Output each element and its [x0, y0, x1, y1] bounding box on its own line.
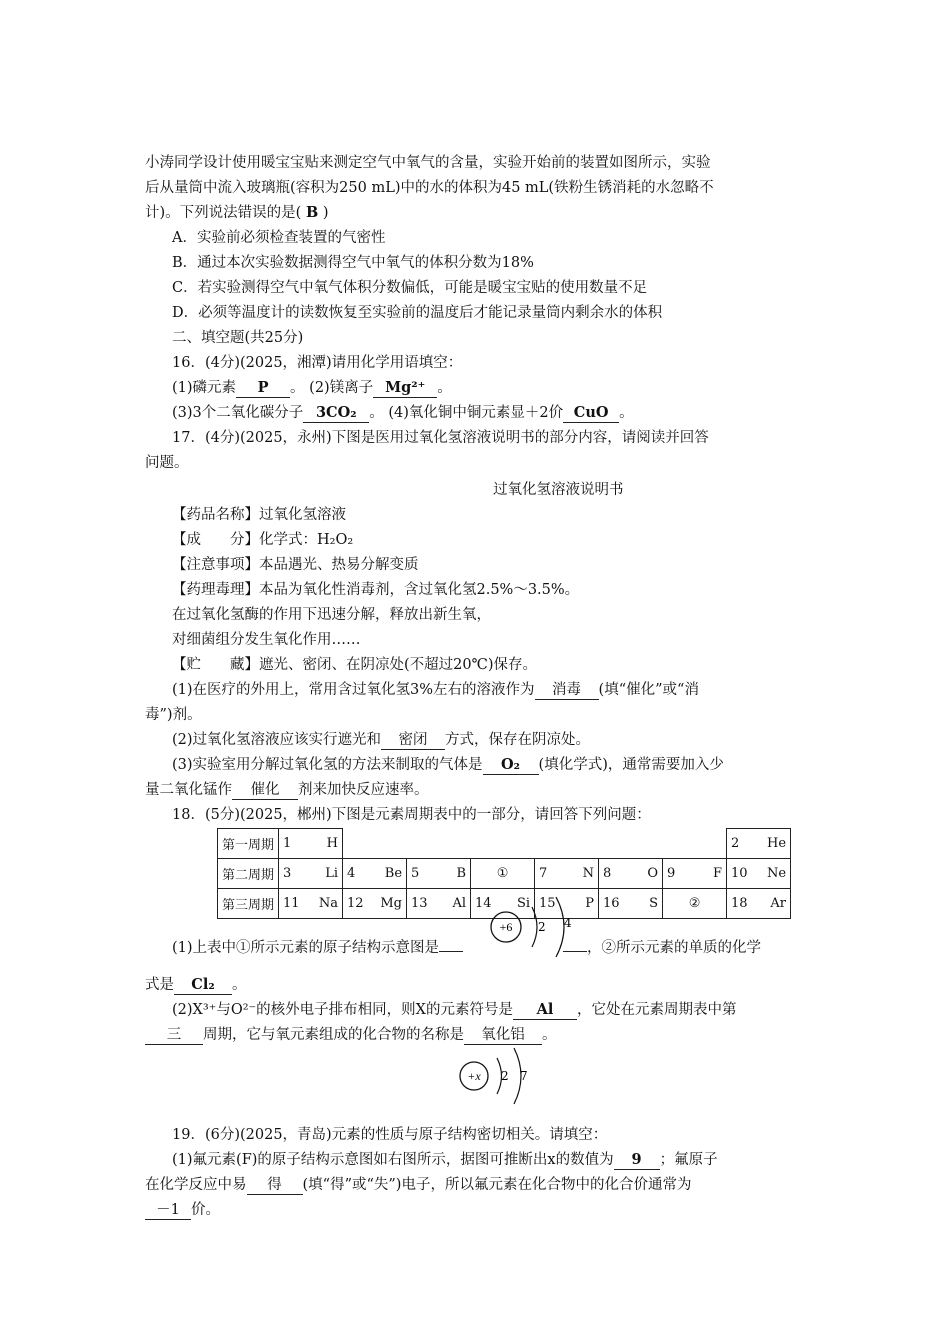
intro-line-2: 后从量筒中流入玻璃瓶(容积为250 mL)中的水的体积为45 mL(铁粉生锈消耗的水忽略不 — [145, 180, 714, 196]
element-cell — [663, 859, 727, 889]
q18-sub-2: (2)X³⁺与O²⁻的核外电子排布相同，则X的元素符号是 Al ，它处在元素周期表中第 — [172, 1001, 737, 1018]
q17-stem-2: 问题。 — [145, 455, 189, 471]
leaflet-info-6: 对细菌组分发生氧化作用…… — [172, 632, 361, 648]
atom1-shell-2: 4 — [564, 916, 572, 930]
period-label: 第二周期 — [218, 859, 279, 889]
element-symbol: P — [585, 896, 595, 911]
atom2-shell-2: 7 — [520, 1069, 528, 1083]
atom1-nucleus: +6 — [499, 920, 513, 934]
q17-stem-1: 17．(4分)(2025，永州)下图是医用过氧化氢溶液说明书的部分内容，请阅读并回答 — [172, 430, 709, 446]
element-cell — [599, 859, 663, 889]
element-cell — [599, 889, 663, 919]
element-cell — [343, 889, 407, 919]
option-c: C．若实验测得空气中氧气体积分数偏低，可能是暖宝宝贴的使用数量不足 — [172, 280, 648, 296]
atomic-number: 1 — [283, 836, 292, 851]
atomic-number: 12 — [347, 896, 364, 911]
element-cell — [471, 829, 535, 859]
element-symbol: H — [326, 836, 339, 851]
atomic-number: 13 — [411, 896, 428, 911]
element-cell — [279, 829, 343, 859]
q16-stem: 16．(4分)(2025，湘潭)请用化学用语填空： — [172, 355, 463, 371]
q17-sub-1: (1)在医疗的外用上，常用含过氧化氢3%左右的溶液作为 消毒 (填“催化”或“消 — [172, 682, 699, 698]
atomic-number: ① — [496, 866, 509, 881]
q17-sub-2: (2)过氧化氢溶液应该实行遮光和 密闭 方式，保存在阴凉处。 — [172, 732, 591, 748]
element-symbol: Ne — [766, 866, 787, 881]
intro-line-1: 小涛同学设计使用暖宝宝贴来测定空气中氧气的含量，实验开始前的装置如图所示，实验 — [145, 155, 711, 171]
element-cell — [727, 829, 791, 859]
atomic-number: 16 — [603, 896, 620, 911]
atom2-shell-1: 2 — [501, 1069, 509, 1083]
periodic-row — [218, 859, 791, 889]
atom2-nucleus: +x — [467, 1069, 481, 1083]
element-cell — [727, 889, 791, 919]
q17-sub-3-cont: 量二氧化锰作 催化 剂来加快反应速率。 — [145, 782, 429, 798]
section-title: 二、填空题(共25分) — [172, 330, 304, 346]
q19-sub-1-cont: 在化学反应中易 得 (填“得”或“失”)电子，所以氟元素在化合物中的化合价通常为 — [145, 1177, 692, 1193]
atomic-number: 18 — [731, 896, 748, 911]
atomic-number: 10 — [731, 866, 748, 881]
fluorine-atom-diagram — [452, 1043, 542, 1109]
leaflet-title: 过氧化氢溶液说明书 — [493, 482, 624, 498]
leaflet-info-3: 【注意事项】本品遇光、热易分解变质 — [172, 557, 419, 573]
element-symbol: N — [582, 866, 595, 881]
element-cell — [279, 889, 343, 919]
element-symbol: O — [647, 866, 659, 881]
periodic-row — [218, 829, 791, 859]
element-cell — [663, 829, 727, 859]
q18-sub-1: (1)上表中①所示元素的原子结构示意图是 ，②所示元素的单质的化学 — [172, 940, 762, 956]
option-a: A．实验前必须检查装置的气密性 — [172, 230, 386, 246]
atomic-number: 11 — [283, 896, 300, 911]
period-label: 第三周期 — [218, 889, 279, 919]
atomic-number: 3 — [283, 866, 292, 881]
element-cell — [407, 859, 471, 889]
element-symbol: Li — [325, 866, 339, 881]
leaflet-info-1: 【药品名称】过氧化氢溶液 — [172, 507, 346, 523]
atomic-number: 4 — [347, 866, 356, 881]
q18-sub-1-cont: 式是 Cl₂ 。 — [145, 976, 247, 993]
element-cell — [535, 829, 599, 859]
element-symbol: Mg — [380, 896, 403, 911]
element-cell — [407, 829, 471, 859]
q19-sub-1-end: －1 价。 — [145, 1200, 220, 1220]
atomic-number: 8 — [603, 866, 612, 881]
element-symbol: Al — [452, 896, 467, 911]
option-d: D．必须等温度计的读数恢复至实验前的温度后才能记录量筒内剩余水的体积 — [172, 305, 663, 321]
element-cell — [471, 859, 535, 889]
atomic-number: 7 — [539, 866, 548, 881]
atom1-shell-1: 2 — [538, 920, 546, 934]
element-cell — [535, 859, 599, 889]
atomic-number: 14 — [475, 896, 492, 911]
element-cell — [343, 829, 407, 859]
q16-line-1: (1)磷元素 P 。 (2)镁离子 Mg²⁺ 。 — [172, 379, 452, 396]
element-cell — [599, 829, 663, 859]
element-symbol: He — [766, 836, 787, 851]
leaflet-info-7: 【贮 藏】遮光、密闭、在阴凉处(不超过20℃)保存。 — [172, 657, 537, 673]
q18-sub-2-cont: 三 周期，它与氧元素组成的化合物的名称是 氧化铝 。 — [145, 1025, 557, 1045]
element-symbol: Si — [516, 896, 531, 911]
element-symbol: Na — [318, 896, 339, 911]
leaflet-info-2: 【成 分】化学式：H₂O₂ — [172, 532, 354, 548]
element-cell — [407, 889, 471, 919]
element-symbol: Ar — [770, 896, 787, 911]
q19-sub-1: (1)氟元素(F)的原子结构示意图如右图所示，据图可推断出x的数值为 9 ；氟原子 — [172, 1151, 718, 1168]
intro-line-3: 计)。下列说法错误的是( B ) — [145, 204, 329, 221]
element-cell — [727, 859, 791, 889]
q18-stem: 18．(5分)(2025，郴州)下图是元素周期表中的一部分，请回答下列问题： — [172, 807, 651, 823]
option-b: B．通过本次实验数据测得空气中氧气的体积分数为18% — [172, 255, 534, 271]
element-symbol: B — [456, 866, 467, 881]
element-cell — [343, 859, 407, 889]
leaflet-info-5: 在过氧化氢酶的作用下迅速分解，释放出新生氧， — [172, 607, 491, 623]
element-cell — [663, 889, 727, 919]
leaflet-info-4: 【药理毒理】本品为氧化性消毒剂，含过氧化氢2.5%～3.5%。 — [172, 582, 580, 598]
atomic-number: 5 — [411, 866, 420, 881]
atomic-number: 9 — [667, 866, 676, 881]
element-cell — [279, 859, 343, 889]
atomic-number: 15 — [539, 896, 556, 911]
element-symbol: Be — [384, 866, 403, 881]
q17-sub-3: (3)实验室用分解过氧化氢的方法来制取的气体是 O₂ (填化学式)，通常需要加入少 — [172, 756, 724, 773]
element-symbol: F — [712, 866, 723, 881]
period-label: 第一周期 — [218, 829, 279, 859]
atomic-number: ② — [688, 896, 701, 911]
atomic-number: 2 — [731, 836, 740, 851]
q17-sub-1-cont: 毒”)剂。 — [145, 707, 202, 723]
answer-b: B — [305, 204, 319, 221]
q19-stem: 19．(6分)(2025，青岛)元素的性质与原子结构密切相关。请填空： — [172, 1127, 608, 1143]
element-symbol: S — [649, 896, 659, 911]
q16-line-2: (3)3个二氧化碳分子 3CO₂ 。 (4)氧化铜中铜元素显＋2价 CuO 。 — [172, 404, 634, 421]
